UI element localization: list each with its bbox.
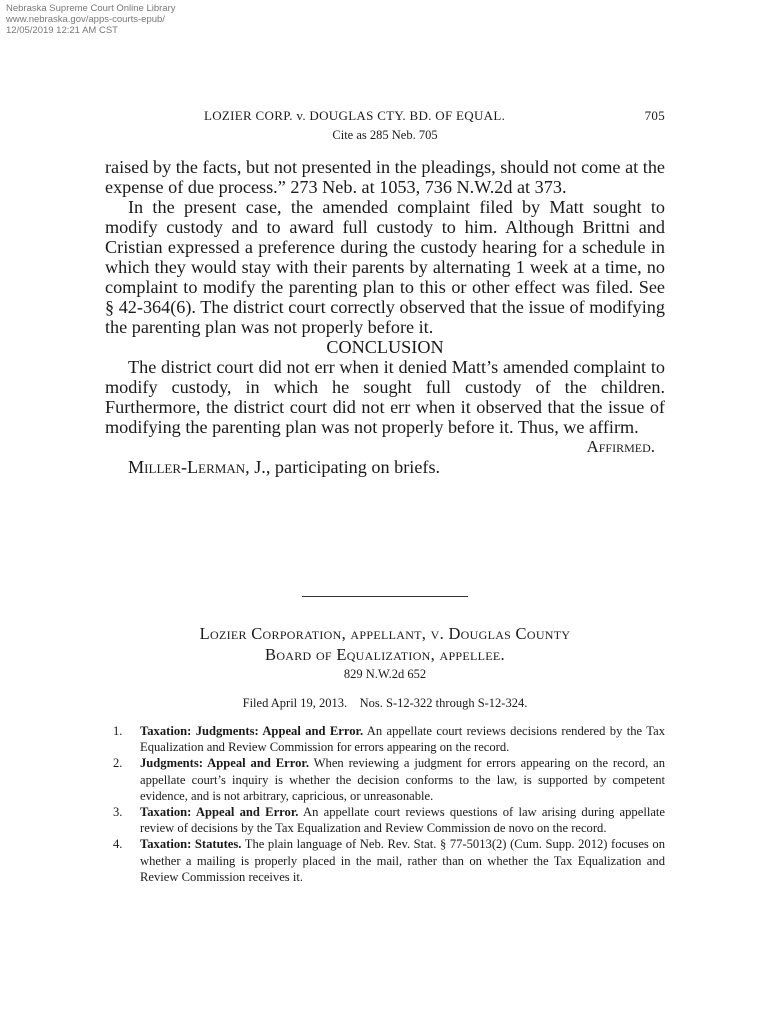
syllabus-number: 3. (113, 805, 123, 820)
library-stamp (6, 3, 176, 36)
reporter-cite: 829 N.W.2d 652 (343, 667, 427, 681)
syllabus-headnote-title: Taxation: Judgments: Appeal and Error. (140, 724, 364, 738)
syllabus-headnote-title: Taxation: Appeal and Error. (140, 805, 299, 820)
syllabus (105, 723, 665, 885)
disposition: Affirmed. (586, 437, 655, 456)
case-caption-line-2: Board of Equalization, appellee. (265, 645, 505, 664)
syllabus-item (105, 836, 665, 885)
judge-name: Miller-Lerman (128, 457, 246, 477)
stamp-line-2: www.nebraska.gov/apps-courts-epub/ (6, 14, 165, 25)
opinion-paragraph: In the present case, the amended complaint filed by Matt sought to modify custody and to award full custody to him. Although Brittni and Cristian expressed a preference during the custody hearing for a schedule in which they would stay with their parents by alternating 1 week at a time, no complaint to modify the parenting plan to this or other effect was filed. See § 42-364(6). The district court correctly observed that the issue of modifying the parenting plan was not properly before it. (105, 197, 665, 337)
syllabus-item (105, 755, 665, 804)
syllabus-headnote-title: Taxation: Statutes. (140, 837, 242, 852)
stamp-line-1: Nebraska Supreme Court Online Library (6, 3, 176, 14)
syllabus-headnote-text: When reviewing a judgment for errors appearing on the record, an appellate court’s inquiry is whether the decision conforms to the law, is supported by competent evidence, and is not arbitrary, capricious, or unreasonable. (140, 756, 666, 803)
opinion-body (105, 157, 665, 477)
page-number: 705 (644, 108, 665, 123)
opinion-paragraph: raised by the facts, but not presented in the pleadings, should not come at the expense of due process.” 273 Neb. at 1053, 736 N.W.2d at 373. (105, 157, 665, 197)
syllabus-number: 1. (113, 724, 123, 738)
syllabus-headnote-text: An appellate court reviews decisions rendered by the Tax Equalization and Review Commission for errors appearing on the record. (140, 724, 665, 755)
section-divider (302, 596, 468, 597)
case-caption-line-1: Lozier Corporation, appellant, v. Douglas County (199, 624, 571, 643)
section-heading-conclusion: CONCLUSION (326, 337, 444, 357)
running-head-title: LOZIER CORP. v. DOUGLAS CTY. BD. OF EQUAL. (204, 108, 506, 123)
filed-line: Filed April 19, 2013. Nos. S-12-322 through S-12-324. (242, 696, 528, 710)
judge-note: , J., participating on briefs. (245, 457, 441, 477)
syllabus-headnote-text: The plain language of Neb. Rev. Stat. § 77-5013(2) (Cum. Supp. 2012) focuses on whether a mailing is properly placed in the mail, rather than on whether the Tax Equalization and Review Commission receives it. (140, 837, 665, 884)
stamp-line-3: 12/05/2019 12:21 AM CST (6, 25, 118, 36)
syllabus-item (105, 804, 665, 836)
syllabus-headnote-text: An appellate court reviews questions of law arising during appellate review of decisions by the Tax Equalization and Review Commission de novo on the record. (140, 805, 665, 836)
syllabus-number: 4. (113, 837, 123, 852)
syllabus-number: 2. (113, 756, 123, 771)
case-caption (105, 623, 665, 665)
syllabus-headnote-title: Judgments: Appeal and Error. (140, 756, 309, 771)
running-head-cite: Cite as 285 Neb. 705 (332, 128, 438, 142)
syllabus-item (105, 723, 665, 755)
opinion-paragraph: The district court did not err when it denied Matt’s amended complaint to modify custody, in which he sought full custody of the children. Furthermore, the district court did not err when it observed that the issue of modifying the parenting plan was not properly before it. Thus, we affirm. (105, 357, 665, 437)
judge-participation-note (105, 457, 665, 477)
